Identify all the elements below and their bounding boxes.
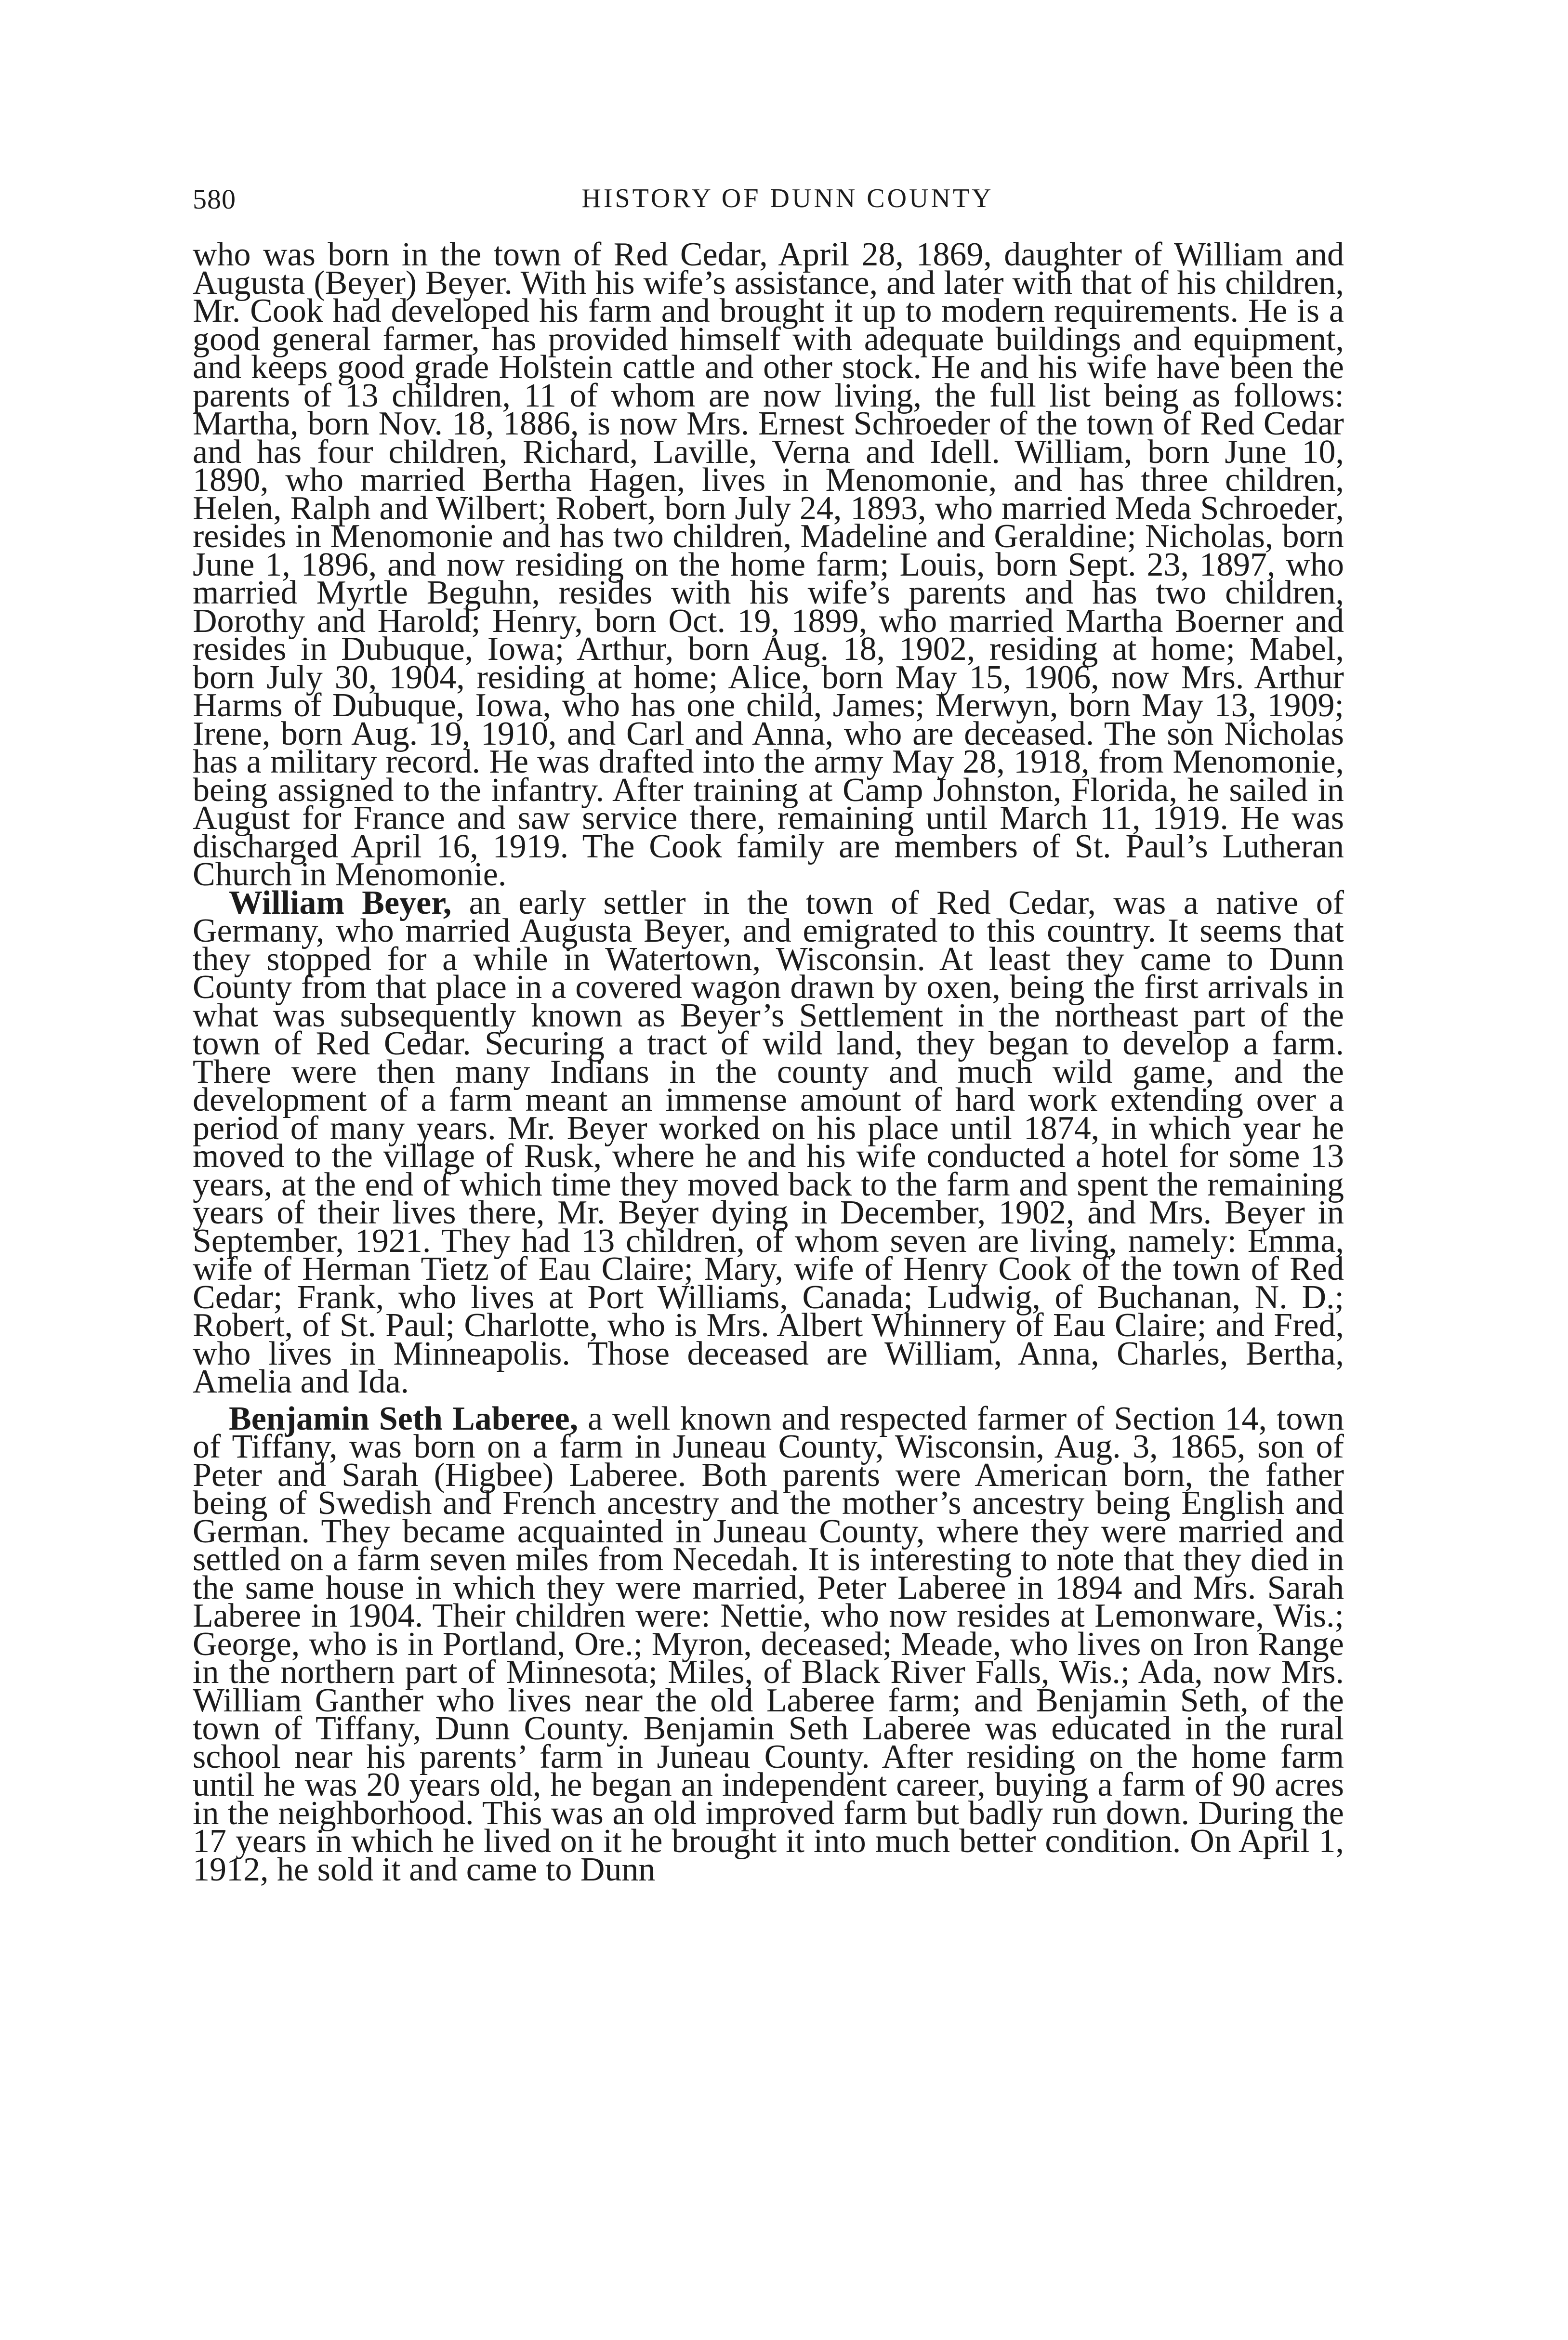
paragraph-text: a well known and respected farmer of Section 14, town of Tiffany, was born on a farm in Juneau County, Wisconsin, Aug. 3, 1865, son of Peter and Sarah (Higbee) Laberee. Both parents were American born, the father being of Swedish and French ancestry and the mother’s ancestry being English and German. They became acquainted in Juneau County, where they were married and settled on a farm seven miles from Necedah. It is interesting to note that they died in the same house in which they were married, Peter Laberee in 1894 and Mrs. Sarah Laberee in 1904. Their children were: Nettie, who now resides at Lemonware, Wis.; George, who is in Portland, Ore.; Myron, deceased; Meade, who lives on Iron Range in the northern part of Minnesota; Miles, of Black River Falls, Wis.; Ada, now Mrs. William Ganther who lives near the old Laberee farm; and Benjamin Seth, of the town of Tiffany, Dunn County. Benjamin Seth Laberee was educated in the rural school near his parents’ farm in Juneau County. After residing on the home farm until he was 20 years old, he began an independent career, buying a farm of 90 acres in the neighborhood. This was an old improved farm but badly run down. During the 17 years in which he lived on it he brought it into much better condition. On April 1, 1912, he sold it and came to Dunn bbox=[193, 1400, 1344, 1888]
running-head bbox=[193, 183, 1344, 226]
page-number: 580 bbox=[193, 184, 236, 215]
book-page bbox=[193, 183, 1344, 2254]
running-title: HISTORY OF DUNN COUNTY bbox=[581, 184, 994, 213]
body-text bbox=[193, 236, 1344, 1888]
paragraph-text: who was born in the town of Red Cedar, April 28, 1869, daughter of William and Augusta (Beyer) Beyer. With his wife’s assistance, and later with that of his children, Mr. Cook had developed his farm and brought it up to modern requirements. He is a good general farmer, has provided himself with adequate buildings and equipment, and keeps good grade Holstein cattle and other stock. He and his wife have been the parents of 13 children, 11 of whom are now living, the full list being as follows: Martha, born Nov. 18, 1886, is now Mrs. Ernest Schroeder of the town of Red Cedar and has four children, Richard, Laville, Verna and Idell. William, born June 10, 1890, who married Bertha Hagen, lives in Menomonie, and has three children, Helen, Ralph and Wilbert; Robert, born July 24, 1893, who married Meda Schroeder, resides in Menomonie and has two children, Madeline and Geraldine; Nicholas, born June 1, 1896, and now residing on the home farm; Louis, born Sept. 23, 1897, who married Myrtle Beguhn, resides with his wife’s parents and has two children, Dorothy and Harold; Henry, born Oct. 19, 1899, who married Martha Boerner and resides in Dubuque, Iowa; Arthur, born Aug. 18, 1902, residing at home; Mabel, born July 30, 1904, residing at home; Alice, born May 15, 1906, now Mrs. Arthur Harms of Dubuque, Iowa, who has one child, James; Merwyn, born May 13, 1909; Irene, born Aug. 19, 1910, and Carl and Anna, who are deceased. The son Nicholas has a military record. He was drafted into the army May 28, 1918, from Menomonie, being assigned to the infantry. After training at Camp Johnston, Florida, he sailed in August for France and saw service there, remaining until March 11, 1919. He was discharged April 16, 1919. The Cook family are members of St. Paul’s Lutheran Church in Menomonie. bbox=[193, 236, 1344, 893]
paragraph-william-beyer bbox=[193, 884, 1344, 1400]
entry-name: Benjamin Seth Laberee, bbox=[229, 1400, 579, 1437]
paragraph-text: an early settler in the town of Red Cedar, was a native of Germany, who married Augusta Beyer, and emigrated to this country. It seems that they stopped for a while in Watertown, Wisconsin. At least they came to Dunn County from that place in a covered wagon drawn by oxen, being the first arrivals in what was subsequently known as Beyer’s Settlement in the northeast part of the town of Red Cedar. Securing a tract of wild land, they began to develop a farm. There were then many Indians in the county and much wild game, and the development of a farm meant an immense amount of hard work extending over a period of many years. Mr. Beyer worked on his place until 1874, in which year he moved to the village of Rusk, where he and his wife conducted a hotel for some 13 years, at the end of which time they moved back to the farm and spent the remaining years of their lives there, Mr. Beyer dying in December, 1902, and Mrs. Beyer in September, 1921. They had 13 children, of whom seven are living, namely: Emma, wife of Herman Tietz of Eau Claire; Mary, wife of Henry Cook of the town of Red Cedar; Frank, who lives at Port Williams, Canada; Ludwig, of Buchanan, N. D.; Robert, of St. Paul; Charlotte, who is Mrs. Albert Whinnery of Eau Claire; and Fred, who lives in Minneapolis. Those deceased are William, Anna, Charles, Bertha, Amelia and Ida. bbox=[193, 884, 1344, 1400]
entry-name: William Beyer, bbox=[229, 884, 452, 921]
paragraph-cook-family bbox=[193, 236, 1344, 893]
paragraph-benjamin-laberee bbox=[193, 1400, 1344, 1888]
